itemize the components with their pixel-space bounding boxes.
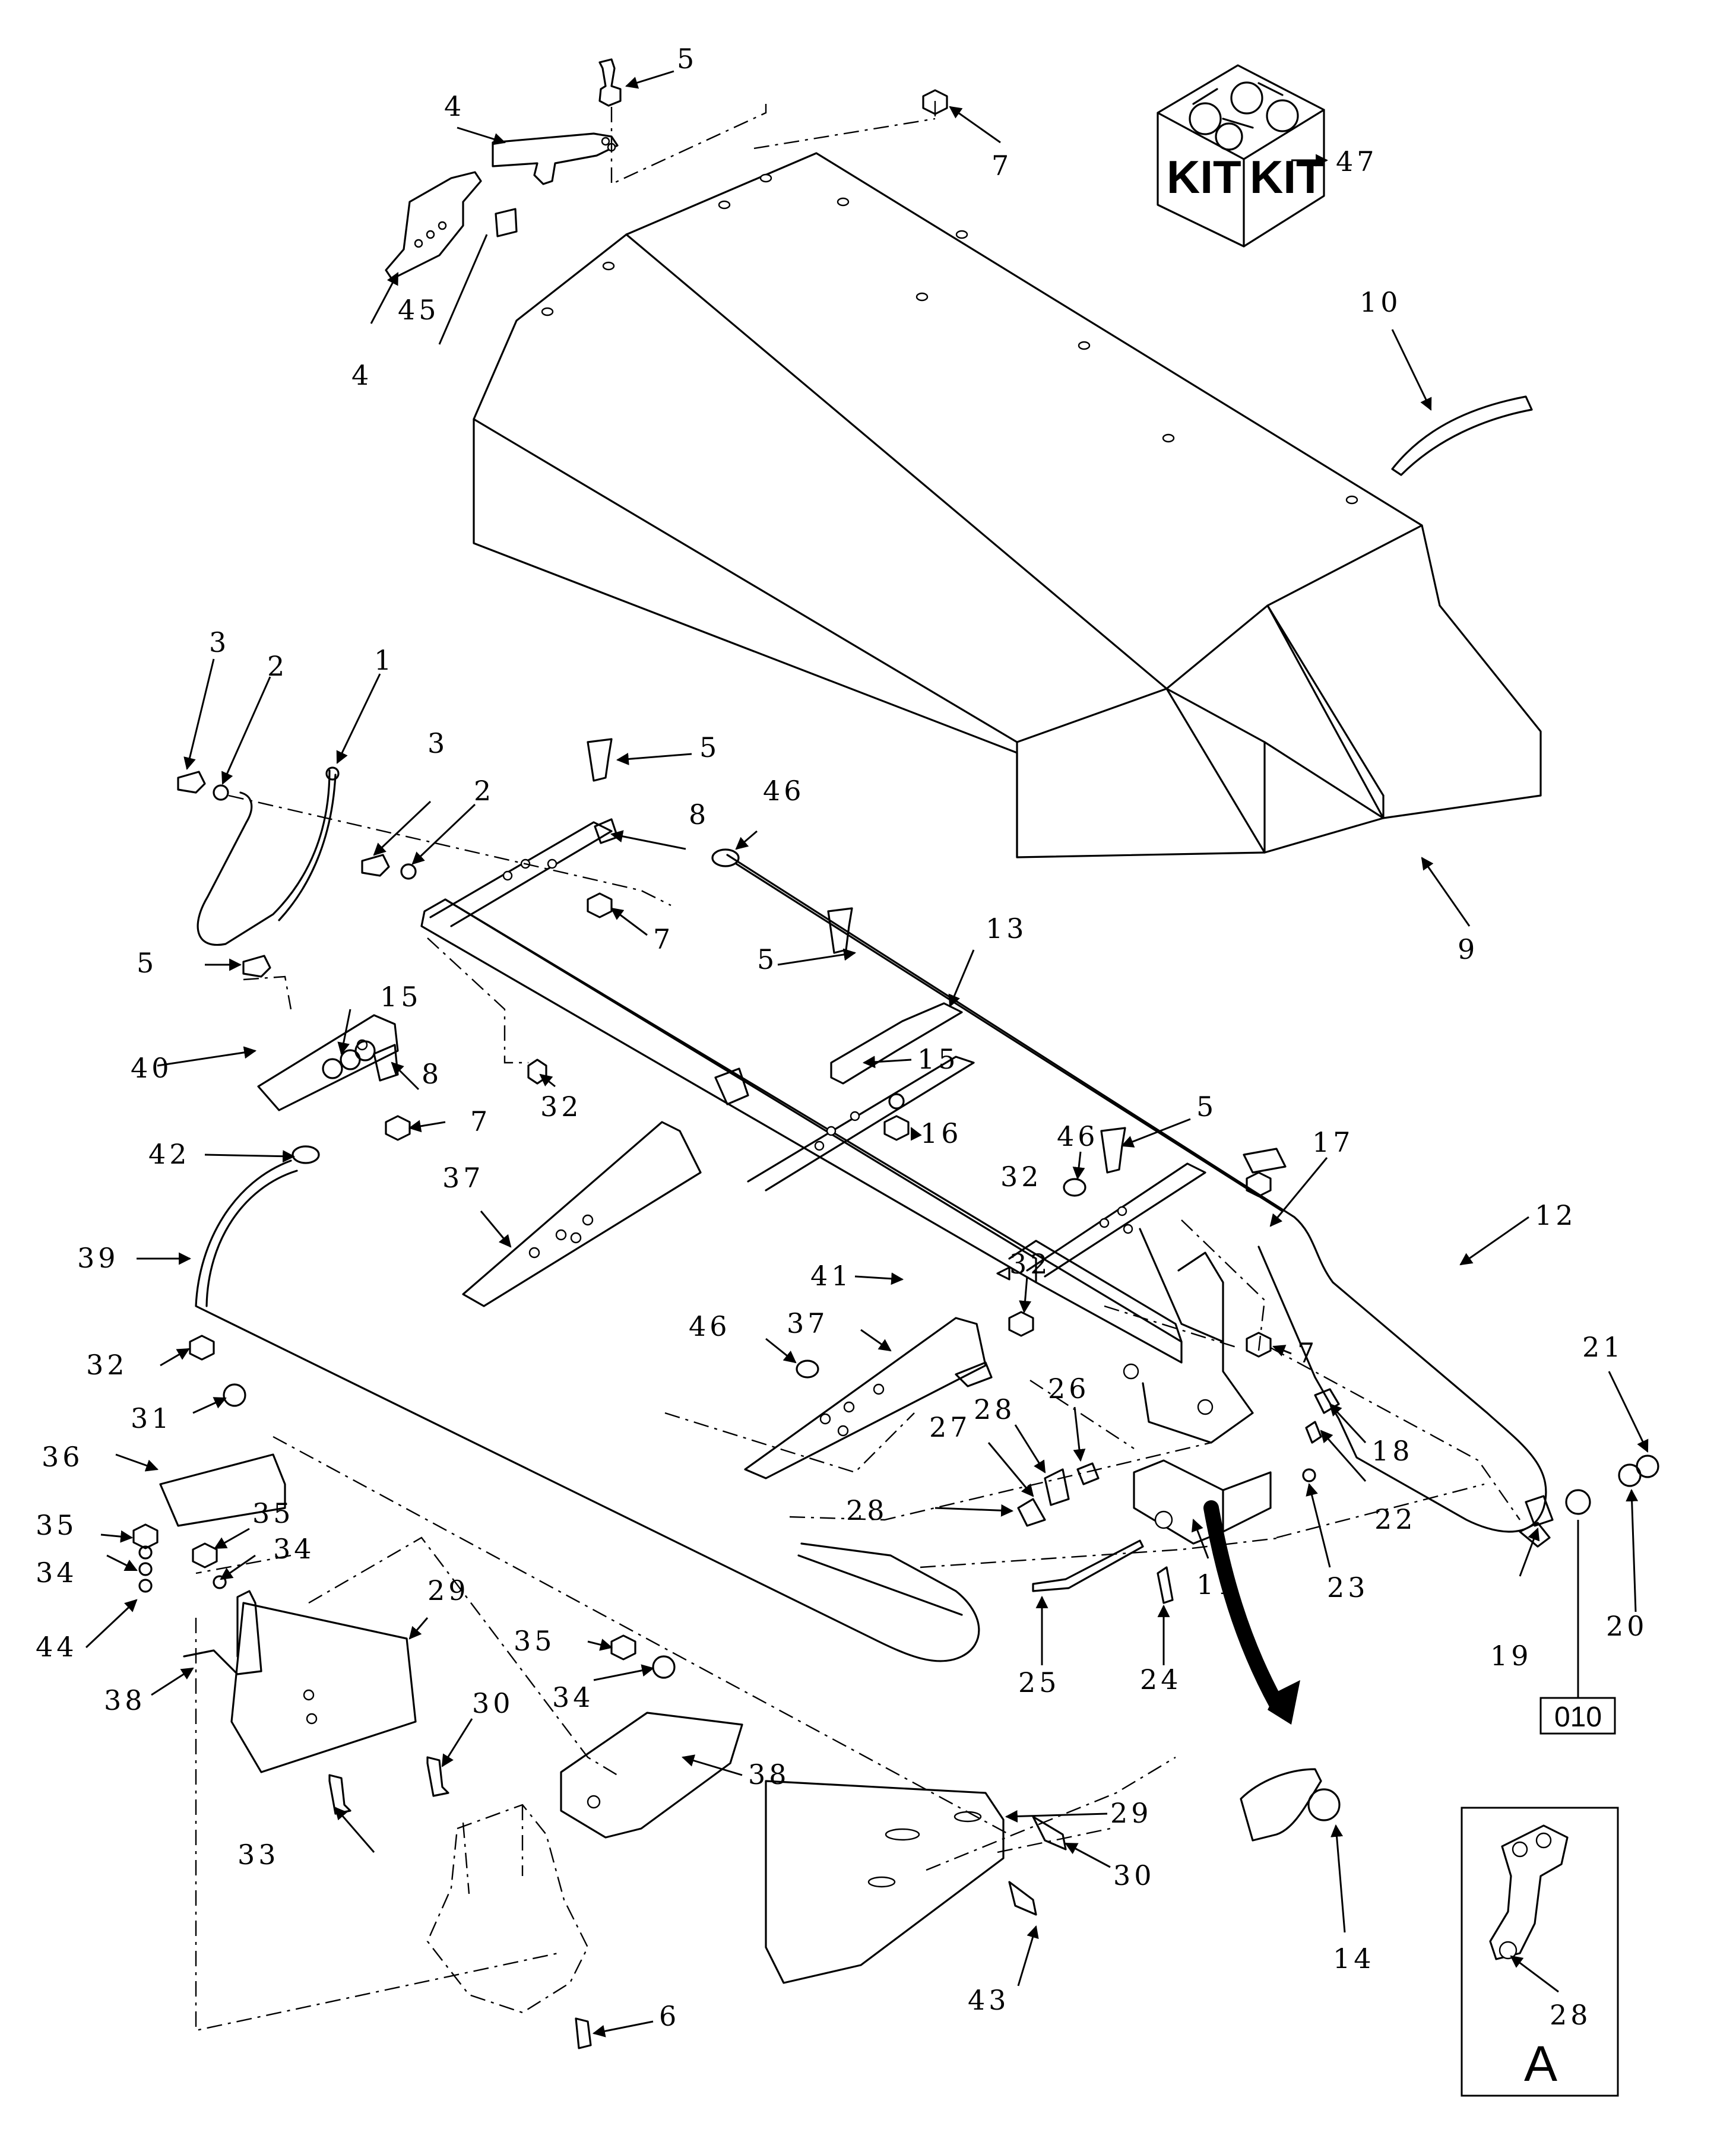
callout-28-inset: 28 — [1550, 1999, 1592, 2031]
callout-3: 3 — [209, 626, 230, 658]
callout-9: 9 — [1458, 933, 1479, 965]
callout-32: 32 — [86, 1349, 128, 1381]
top-brackets — [386, 59, 947, 279]
callout-36: 36 — [42, 1441, 84, 1473]
callout-1: 1 — [374, 644, 395, 676]
callout-8: 8 — [422, 1058, 443, 1090]
callout-32: 32 — [1000, 1161, 1043, 1193]
callout-29: 29 — [1110, 1797, 1152, 1829]
rubber-strip — [1392, 397, 1532, 475]
callout-14: 14 — [1333, 1943, 1375, 1975]
callout-7: 7 — [470, 1105, 492, 1137]
callout-34: 34 — [36, 1557, 78, 1589]
callout-2: 2 — [474, 775, 495, 807]
reference-box-label: 010 — [1554, 1701, 1602, 1733]
callout-18: 18 — [1371, 1435, 1414, 1467]
callout-45: 45 — [398, 294, 440, 326]
callout-17: 17 — [1312, 1126, 1354, 1158]
callout-7: 7 — [653, 923, 674, 955]
detail-inset-a — [1462, 1808, 1618, 2096]
callout-33: 33 — [237, 1839, 280, 1871]
callout-47: 47 — [1336, 145, 1378, 178]
callout-24: 24 — [1140, 1663, 1182, 1696]
callout-13: 13 — [986, 912, 1028, 945]
callout-4: 4 — [351, 359, 373, 391]
callout-19: 19 — [1490, 1640, 1532, 1672]
reference-box-010[interactable] — [1541, 1520, 1615, 1734]
callout-30: 30 — [1113, 1859, 1155, 1891]
callout-35: 35 — [36, 1509, 78, 1541]
callout-39: 39 — [77, 1242, 119, 1274]
callout-5: 5 — [677, 43, 698, 75]
callout-10: 10 — [1360, 286, 1402, 318]
callout-40: 40 — [131, 1052, 173, 1084]
callout-15: 15 — [380, 981, 422, 1013]
callout-46: 46 — [1057, 1120, 1099, 1152]
callout-20: 20 — [1606, 1610, 1648, 1642]
leader-lines — [86, 71, 1648, 2033]
callout-46: 46 — [689, 1310, 731, 1342]
callout-23: 23 — [1327, 1571, 1369, 1604]
inset-label: A — [1523, 2036, 1558, 2092]
hoops-and-rods — [196, 768, 1546, 1661]
callout-35: 35 — [514, 1625, 556, 1657]
callout-2: 2 — [267, 650, 289, 682]
callout-30: 30 — [472, 1687, 514, 1719]
callout-27: 27 — [929, 1411, 971, 1443]
callout-25: 25 — [1018, 1666, 1060, 1699]
callout-43: 43 — [968, 1984, 1010, 2016]
callout-5: 5 — [757, 943, 778, 975]
callout-8: 8 — [689, 799, 710, 831]
callout-41: 41 — [810, 1260, 853, 1292]
callout-3: 3 — [427, 727, 449, 759]
callout-21: 21 — [1582, 1331, 1624, 1363]
callout-16: 16 — [920, 1117, 962, 1149]
callout-38: 38 — [104, 1684, 146, 1716]
kit-box-icon — [1158, 65, 1325, 246]
callout-35: 35 — [252, 1497, 294, 1529]
callout-4: 4 — [444, 90, 465, 122]
callout-28: 28 — [974, 1393, 1016, 1425]
shield-cover — [474, 153, 1541, 857]
callout-28: 28 — [846, 1494, 888, 1526]
callout-42: 42 — [148, 1138, 191, 1170]
callout-34: 34 — [552, 1681, 594, 1713]
callout-38: 38 — [748, 1758, 790, 1791]
callout-26: 26 — [1048, 1373, 1090, 1405]
callout-15: 15 — [917, 1043, 959, 1075]
callout-11: 11 — [1196, 1569, 1238, 1601]
callout-32: 32 — [1009, 1248, 1051, 1280]
callout-29: 29 — [427, 1574, 470, 1606]
callout-5: 5 — [137, 947, 158, 979]
kit-label-right: KIT — [1250, 151, 1325, 203]
lift-arms — [258, 1015, 986, 1478]
callout-labels — [36, 43, 1648, 2032]
callout-44: 44 — [36, 1631, 78, 1663]
callout-32: 32 — [540, 1091, 582, 1123]
callout-34: 34 — [273, 1533, 315, 1565]
gearbox-phantom — [427, 1805, 588, 2013]
callout-5: 5 — [699, 731, 721, 763]
callout-31: 31 — [131, 1402, 173, 1434]
callout-5: 5 — [1196, 1091, 1218, 1123]
callout-37: 37 — [442, 1162, 484, 1194]
callout-37: 37 — [787, 1307, 829, 1339]
callout-46: 46 — [763, 775, 805, 807]
callout-7: 7 — [991, 150, 1013, 182]
kit-label-left: KIT — [1167, 151, 1241, 203]
small-hardware — [134, 739, 1658, 2048]
callout-12: 12 — [1535, 1199, 1577, 1231]
callout-22: 22 — [1374, 1503, 1417, 1535]
callout-6: 6 — [659, 2000, 680, 2032]
callout-7: 7 — [1297, 1337, 1319, 1369]
